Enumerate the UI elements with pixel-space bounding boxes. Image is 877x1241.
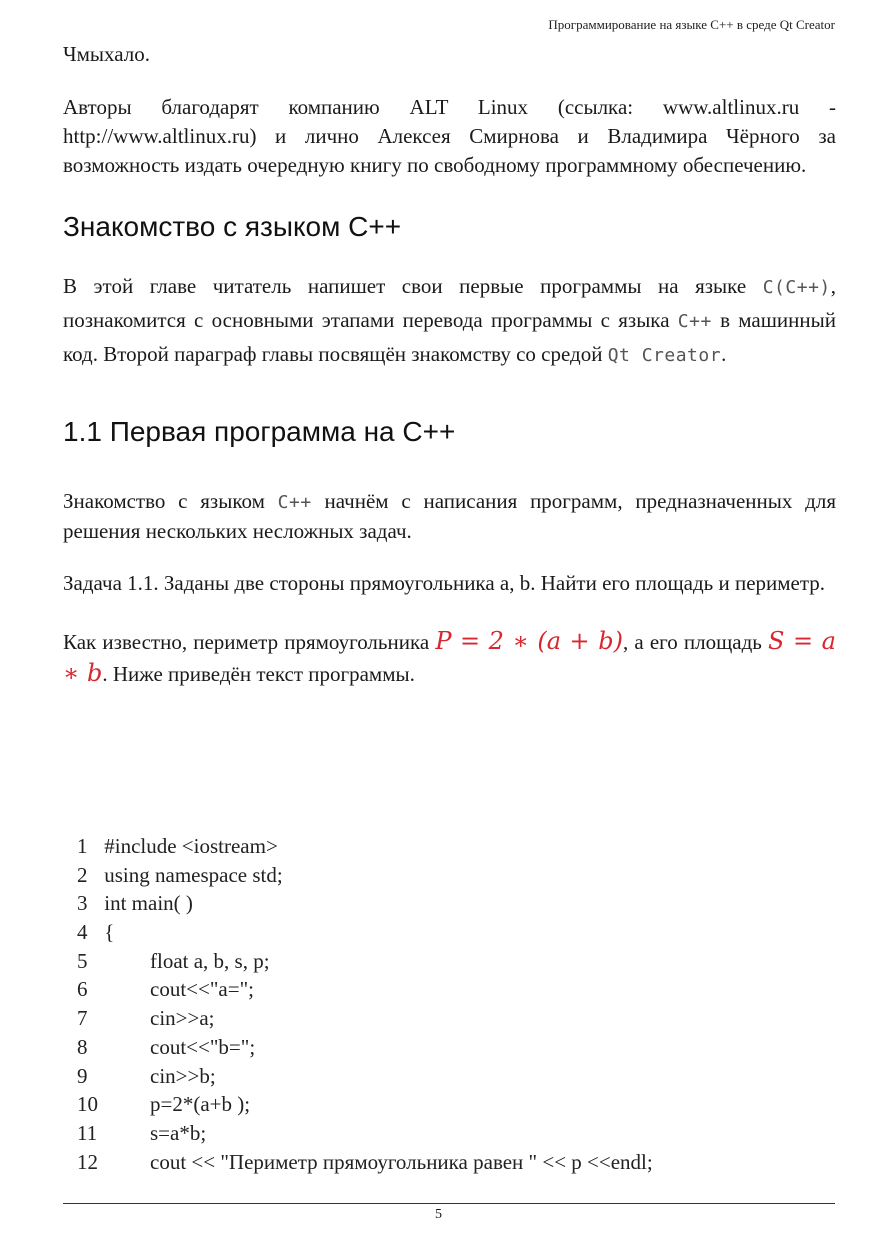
line-number: 11 xyxy=(77,1120,98,1145)
code-text: float a, b, s, p; xyxy=(150,948,270,973)
line-number: 7 xyxy=(77,1006,88,1031)
code-text: { xyxy=(104,920,115,945)
text-span: Как известно, периметр прямоугольника xyxy=(63,630,436,654)
paragraph-task: Задача 1.1. Заданы две стороны прямоугольника a, b. Найти его площадь и периметр. xyxy=(63,571,826,595)
code-text: int main( ) xyxy=(104,891,193,916)
page-number: 5 xyxy=(435,1207,442,1222)
line-number: 2 xyxy=(77,862,88,887)
code-text: cout << "Периметр прямоугольника равен " << p <<endl; xyxy=(150,1149,653,1174)
paragraph-first-programs xyxy=(63,487,836,546)
code-text: s=a*b; xyxy=(150,1120,207,1145)
code-text: cin>>b; xyxy=(150,1063,216,1088)
heading-intro: Знакомство с языком С++ xyxy=(63,211,402,242)
inline-code: Qt Creator xyxy=(607,345,722,366)
line-number: 1 xyxy=(77,834,88,858)
code-line xyxy=(77,832,653,861)
text-span: . Ниже приведён текст программы. xyxy=(102,662,415,686)
code-text: p=2*(a+b ); xyxy=(150,1092,251,1117)
formula-perimeter: P = 2 ∗ (a + b) xyxy=(435,627,623,655)
paragraph-continuation: Чмыхало. xyxy=(63,42,151,66)
code-text: cout<<"b="; xyxy=(150,1034,256,1059)
code-listing xyxy=(77,832,653,1176)
code-line xyxy=(77,1004,653,1033)
code-text: #include <iostream> xyxy=(104,834,278,858)
code-line xyxy=(77,1148,653,1177)
paragraph-formulas xyxy=(63,626,836,690)
text-span: . xyxy=(721,342,727,366)
code-line xyxy=(77,1033,653,1062)
line-number: 6 xyxy=(77,977,88,1002)
running-header: Программирование на языке С++ в среде Qt Creator xyxy=(548,17,835,32)
code-text: cout<<"a="; xyxy=(150,977,254,1002)
inline-code: C++ xyxy=(277,492,312,513)
heading-section-1-1: 1.1 Первая программа на С++ xyxy=(63,416,456,447)
line-number: 12 xyxy=(77,1149,98,1174)
inline-code: C(C++) xyxy=(762,277,831,298)
paragraph-chapter-intro xyxy=(63,270,836,372)
text-span: , познакомится с основными этапами перевода программы с языка xyxy=(63,274,836,332)
line-number: 5 xyxy=(77,948,88,973)
code-line xyxy=(77,947,653,976)
code-line xyxy=(77,1062,653,1091)
line-number: 9 xyxy=(77,1063,88,1088)
code-line xyxy=(77,1119,653,1148)
code-text: cin>>a; xyxy=(150,1006,215,1031)
code-text: using namespace std; xyxy=(104,862,283,887)
line-number: 8 xyxy=(77,1034,88,1059)
page-content xyxy=(63,40,836,690)
text-span: В этой главе читатель напишет свои первые программы на языке xyxy=(63,274,763,298)
text-span: , а его площадь xyxy=(622,630,769,654)
inline-code: C++ xyxy=(677,311,712,332)
text-span: начнём с написания программ, предназначенных для решения нескольких несложных задач. xyxy=(63,489,836,543)
line-number: 3 xyxy=(77,891,88,916)
code-line xyxy=(77,975,653,1004)
code-line xyxy=(77,918,653,947)
code-line xyxy=(77,889,653,918)
line-number: 4 xyxy=(77,920,88,945)
text-span: в машинный код. Второй параграф главы посвящён знакомству со средой xyxy=(63,308,836,366)
footer-divider xyxy=(63,1203,835,1204)
code-line xyxy=(77,1090,653,1119)
text-span: Знакомство с языком xyxy=(63,489,278,513)
line-number: 10 xyxy=(77,1092,98,1117)
code-line xyxy=(77,861,653,890)
paragraph-acknowledgements: Авторы благодарят компанию ALT Linux (ссылка: www.altlinux.ru - http://www.altlinux.ru) и лично Алексея Смирнова и Владимира Чёрного за возможность издать очередную книгу по свободному программному обеспечению. xyxy=(63,95,836,177)
formula-area: S = a ∗ b xyxy=(63,627,836,687)
